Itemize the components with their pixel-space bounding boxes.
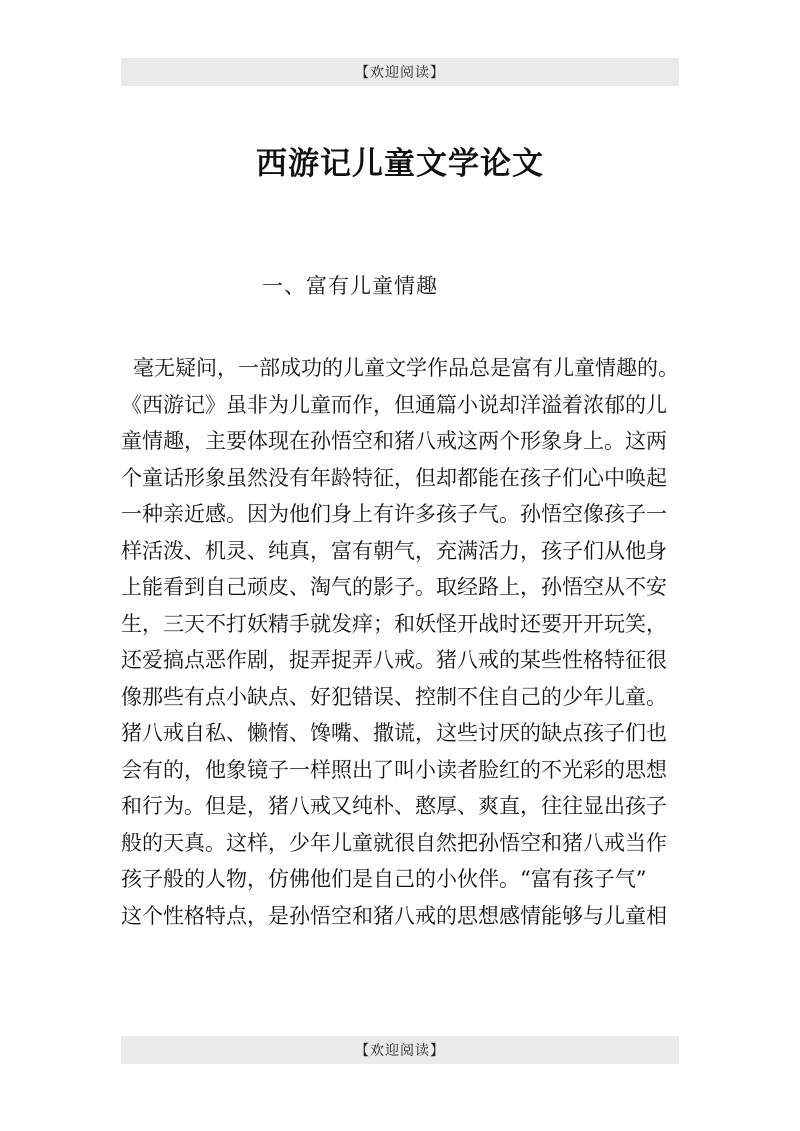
paragraph-line: 会有的，他象镜子一样照出了叫小读者脸红的不光彩的思想 [121,757,667,782]
paragraph-line: 般的天真。这样，少年儿童就很自然把孙悟空和猪八戒当作 [121,830,667,855]
paragraph-line: 《西游记》虽非为儿童而作，但通篇小说却洋溢着浓郁的儿 [121,392,667,417]
header-banner-text: 【欢迎阅读】 [355,65,445,81]
section-heading: 一、富有儿童情趣 [262,274,438,298]
header-banner [121,58,679,86]
footer-banner-text: 【欢迎阅读】 [355,1043,445,1059]
paragraph-line: 童情趣，主要体现在孙悟空和猪八戒这两个形象身上。这两 [121,429,667,453]
paragraph-line: 孩子般的人物，仿佛他们是自己的小伙伴。“富有孩子气” [121,867,647,891]
paragraph-line: 像那些有点小缺点、好犯错误、控制不住自己的少年儿童。 [121,684,667,709]
document-title: 西游记儿童文学论文 [256,146,544,182]
footer-banner [121,1036,679,1064]
paragraph-line: 一种亲近感。因为他们身上有许多孩子气。孙悟空像孩子一 [121,502,667,526]
paragraph-line: 还爱搞点恶作剧，捉弄捉弄八戒。猪八戒的某些性格特征很 [121,648,667,672]
paragraph-line: 这个性格特点，是孙悟空和猪八戒的思想感情能够与儿童相 [121,903,667,928]
paragraph-line: 猪八戒自私、懒惰、馋嘴、撒谎，这些讨厌的缺点孩子们也 [121,721,667,745]
paragraph-line: 个童话形象虽然没有年龄特征，但却都能在孩子们心中唤起 [121,465,667,490]
paragraph-line: 上能看到自己顽皮、淘气的影子。取经路上，孙悟空从不安 [121,575,667,599]
paragraph-line: 样活泼、机灵、纯真，富有朝气，充满活力，孩子们从他身 [121,538,667,563]
paragraph-line: 生，三天不打妖精手就发痒；和妖怪开战时还要开开玩笑， [121,611,667,636]
body-paragraph [121,350,683,934]
paragraph-line: 和行为。但是，猪八戒又纯朴、憨厚、爽直，往往显出孩子 [121,794,667,818]
paragraph-line: 毫无疑问，一部成功的儿童文学作品总是富有儿童情趣的。 [133,356,679,380]
